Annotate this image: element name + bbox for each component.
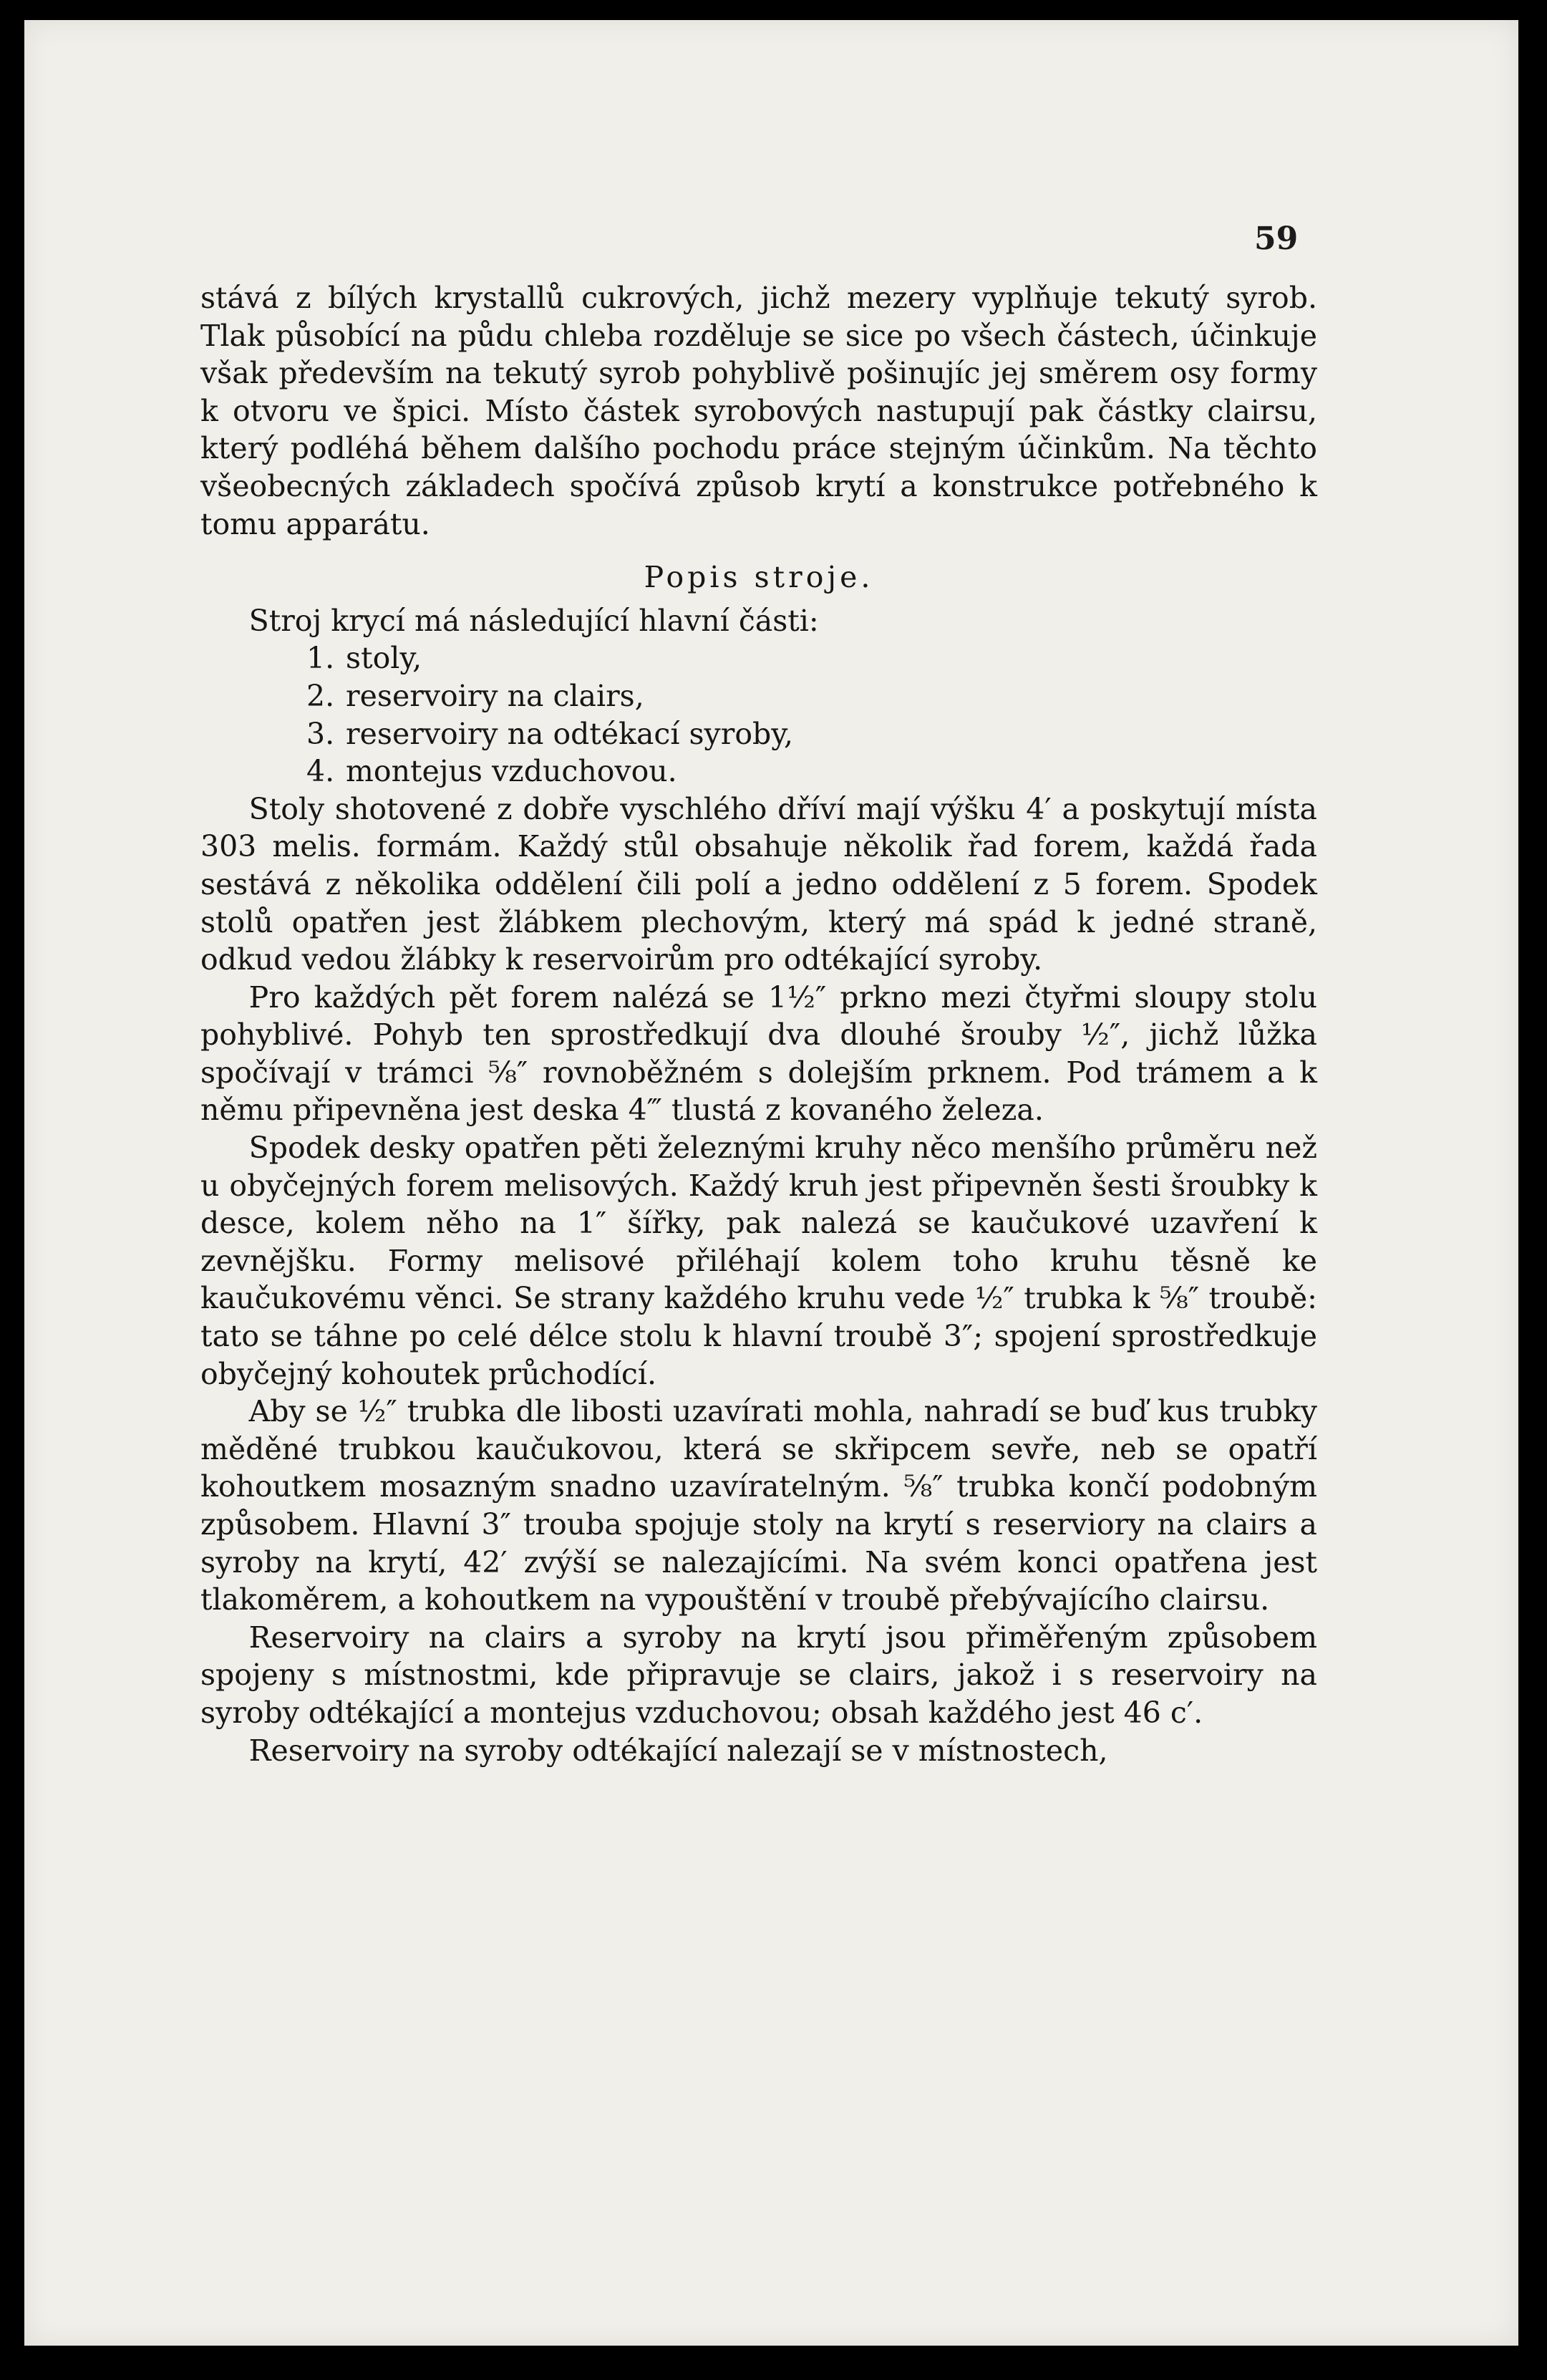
list-item: 1. stoly, — [306, 641, 422, 676]
list-item: 2. reservoiry na clairs, — [306, 678, 644, 713]
parts-list — [200, 639, 1317, 790]
paragraph-reservoiry-1: Reservoiry na clairs a syroby na krytí jsou přiměřeným způsobem spojeny s místnostmi, kde připravuje se clairs, jakož i s reservoiry na syroby odtékající a montejus vzduchovou; obsah každého jest 46 c′. — [200, 1620, 1317, 1730]
page-text — [200, 279, 1317, 1769]
paragraph-spodek: Spodek desky opatřen pěti železnými kruhy něco menšího průměru než u obyčejných forem melisových. Každý kruh jest připevněn šesti šroubky k desce, kolem něho na 1″ šířky, pak nalezá se kaučukové uzavření k zevnějšku. Formy melisové přiléhají kolem toho kruhu těsně ke kaučukovému věnci. Se strany každého kruhu vede ½″ trubka k ⅝″ troubě: tato se táhne po celé délce stolu k hlavní troubě 3″; spojení sprostředkuje obyčejný kohoutek průchodící. — [200, 1131, 1317, 1391]
list-item: 4. montejus vzduchovou. — [306, 754, 677, 789]
parts-intro: Stroj krycí má následující hlavní části: — [248, 603, 819, 638]
paragraph-stoly: Stoly shotovené z dobře vyschlého dříví mají výšku 4′ a poskytují místa 303 melis. formám. Každý stůl obsahuje několik řad forem, každá řada sestává z několika oddělení čili polí a jedno oddělení z 5 forem. Spodek stolů opatřen jest žlábkem plechovým, který má spád k jedné straně, odkud vedou žlábky k reservoirům pro odtékající syroby. — [200, 791, 1317, 977]
paragraph-prkno: Pro každých pět forem nalézá se 1½″ prkno mezi čtyřmi sloupy stolu pohyblivé. Pohyb ten sprostředkují dva dlouhé šrouby ½″, jichž lůžka spočívají v trámci ⅝″ rovnoběžném s dolejším prknem. Pod trámem a k němu připevněna jest deska 4‴ tlustá z kovaného železa. — [200, 979, 1317, 1128]
section-heading: Popis stroje. — [644, 560, 874, 595]
paragraph-aby: Aby se ½″ trubka dle libosti uzavírati mohla, nahradí se buď kus trubky měděné trubkou kaučukovou, která se skřipcem sevře, neb se opatří kohoutkem mosazným snadno uzavíratelným. ⅝″ trubka končí podobným způsobem. Hlavní 3″ trouba spojuje stoly na krytí s reserviory na clairs a syroby na krytí, 42′ zvýší se nalezajícími. Na svém konci opatřena jest tlakoměrem, a kohoutkem na vypouštění v troubě přebývajícího clairsu. — [200, 1394, 1317, 1617]
book-page — [24, 20, 1518, 2346]
list-item: 3. reservoiry na odtékací syroby, — [306, 716, 793, 751]
page-number: 59 — [1254, 221, 1299, 257]
paragraph-intro: stává z bílých krystallů cukrových, jichž mezery vyplňuje tekutý syrob. Tlak působící na půdu chleba rozděluje se sice po všech částech, účinkuje však především na tekutý syrob pohyblivě pošinujíc jej směrem osy formy k otvoru ve špici. Místo částek syrobových nastupují pak částky clairsu, který podléhá během dalšího pochodu práce stejným účinkům. Na těchto všeobecných základech spočívá způsob krytí a konstrukce potřebného k tomu apparátu. — [200, 281, 1317, 541]
paragraph-reservoiry-2: Reservoiry na syroby odtékající nalezají se v místnostech, — [248, 1733, 1108, 1768]
